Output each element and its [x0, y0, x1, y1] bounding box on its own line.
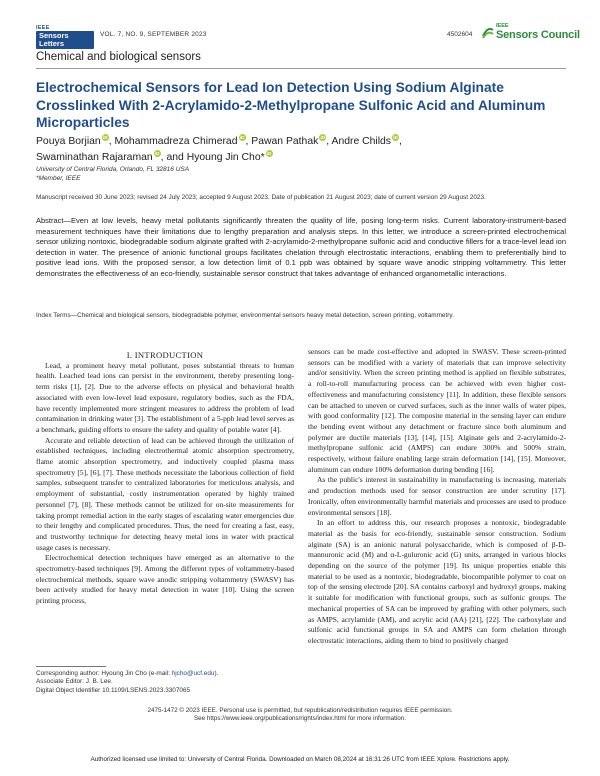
author-name: Swaminathan Rajaraman: [36, 151, 153, 163]
paragraph: As the public's interest in sustainability in manufacturing is increasing, materials and production methods used for sensor construction are under scrutiny [17]. Ironically, often environmentally harmful materials and processes are used to produce environmental sensors [18].: [308, 475, 566, 517]
corresponding-author: [36, 670, 218, 678]
orcid-icon[interactable]: iD: [239, 135, 245, 140]
paragraph: Accurate and reliable detection of lead can be achieved through the utilization of established techniques, including electrothermal atomic absorption spectrometry, flame atomic absorption spectrometry, and inductively coupled plasma mass spectrometry [5], [6], [7]. These methods necessitate the laborious collection of field samples, subsequent transfer to centralized laboratories for meticulous analysis, and employment of substantial, costly instrumentation operated by highly trained personnel [7], [8]. These methods cannot be utilized for on-site measurements for taking prompt remedial action in the early stages of escalating water emergencies due to their lengthy and complicated procedures. Thus, the need for creating a fast, easy, and trustworthy technique for detecting heavy metal ions in water with practical usage cases is necessary.: [36, 435, 294, 552]
orcid-icon[interactable]: iD: [154, 150, 160, 156]
manuscript-dates: Manuscript received 30 June 2023; revised 24 July 2023; accepted 9 August 2023. Date of publication 21 August 2023; date of current version 29 August 2023.: [36, 194, 486, 201]
footnote-divider: [36, 666, 106, 667]
author-separator: ,: [245, 136, 249, 147]
article-number: 4502604: [447, 31, 473, 38]
membership-note: *Member, IEEE: [36, 174, 81, 182]
author-name: Mohammadreza Chimerad: [114, 136, 238, 147]
author-email-link[interactable]: hjcho@ucf.edu: [171, 670, 215, 677]
orcid-icon[interactable]: iD: [102, 135, 108, 140]
author-separator: ,: [399, 136, 402, 147]
author-name: Pouya Borjian: [36, 136, 101, 147]
author-name: Pawan Pathak: [251, 136, 319, 147]
author-name: Hyoung Jin Cho: [186, 151, 261, 163]
index-terms: Index Terms—Chemical and biological sensors, biodegradable polymer, environmental sensors heavy metal detection, screen printing, voltammetry.: [36, 312, 454, 319]
paragraph: In an effort to address this, our research proposes a nontoxic, biodegradable material as the basis for eco-friendly, sustainable sensor construction. Sodium alginate (SA) is an anionic natural polysaccharide, which is composed of β-D-mannuronic acid (M) and α-L-guluronic acid (G) units, arranged in various blocks depending on the source of the polymer [19]. Its unique properties enable this material to be used as a nontoxic, biodegradable, biocompatible polymer to coat on top of the sensing electrode [20]. SA contains carboxyl and hydroxyl groups, making it suitable for modification with functional groups, such as sulfonic groups. The mechanical properties of SA can be improved by grafting with other polymers, such as AMPS, acrylamide (AM), and acrylic acid (AA) [21], [22]. The carboxylate and sulfonic acid functional groups in SA and AMPS can form chelation through electrostatic interactions, aiding them to bind to positively charged: [308, 518, 566, 645]
paragraph: sensors can be made cost-effective and adopted in SWASV. These screen-printed sensors can be modified with a variety of materials that can improve selectivity and/or sensitivity. When the screen printing method is applied on flexible substrates, a roll-to-roll manufacturing process can be achieved with even higher cost-effectiveness and manufacturing consistency [11]. In addition, these flexible sensors can be attached to uneven or curved surfaces, such as the inner walls of water pipes, with good conformality [12]. The composite material in the sensing layer can endure the bending event without any detachment or fracture since both aluminum and polymer are ductile materials [13], [14], [15]. Alginate gels and 2-acrylamido-2-methylpropane sulfonic acid (AMPS) can endure 300% and 500% strain, respectively, without failure enabling large strain deformation [14], [15]. Moreover, aluminum can endure 100% deformation during bending [16].: [308, 347, 566, 474]
corresponding-prefix: Corresponding author: Hyoung Jin Cho (e-mail:: [36, 670, 172, 677]
doi: Digital Object Identifier 10.1109/LSENS.2023.3307065: [36, 686, 191, 694]
rights-link-line: See https://www.ieee.org/publications/rights/index.html for more information.: [193, 715, 407, 723]
logo-sensors-letters-text: Sensors Letters: [36, 31, 94, 49]
author-list: [36, 134, 566, 165]
ieee-sensors-letters-logo: [36, 25, 94, 51]
author-member-mark: *: [260, 151, 265, 163]
council-name: Sensors Council: [496, 29, 580, 41]
header-divider: [36, 68, 566, 69]
affiliations: [36, 166, 189, 183]
author-name: Andre Childs: [331, 136, 392, 147]
orcid-icon[interactable]: iD: [393, 135, 398, 140]
orcid-icon[interactable]: iD: [320, 135, 326, 140]
orcid-icon[interactable]: iD: [266, 150, 272, 156]
council-ieee-text: IEEE: [496, 23, 509, 29]
copyright-line: 2475-1472 © 2023 IEEE. Personal use is permitted, but republication/redistribution requires IEEE permission.: [147, 707, 453, 714]
volume-info: VOL. 7, NO. 9, SEPTEMBER 2023: [100, 31, 207, 38]
abstract: [36, 216, 566, 280]
logo-ieee-text: IEEE: [36, 25, 50, 31]
abstract-label: Abstract—: [36, 216, 72, 225]
author-separator: ,: [326, 136, 330, 147]
body-column-right: [308, 347, 566, 647]
authorized-use-notice: Authorized licensed use limited to: University of Central Florida. Downloaded on March 08,2024 at 16:31:26 UTC from IEEE Xplore. Restrictions apply.: [90, 756, 510, 763]
paragraph: Lead, a prominent heavy metal pollutant, poses substantial threats to human health. Leached lead ions can persist in the environment, thereby presenting long-term risks [1], [2]. Due to the adverse effects on physical and behavioral health associated with even low-level lead exposure, regulatory bodies, such as the FDA, have recently implemented more stringent measures to address the problem of lead contamination in drinking water [3]. The establishment of a 5-ppb lead level serves as a benchmark, guiding efforts to ensure the safety and quality of potable water [4].: [36, 360, 294, 434]
abstract-text: Even at low levels, heavy metal pollutants significantly threaten the quality of life, posing long-term risks. Current laboratory-instrument-based measurement techniques have their limitations due to lengthy preparation and analysis steps. In this letter, we introduce a screen-printed electrochemical sensor utilizing nontoxic, biodegradable sodium alginate grafted with 2-acrylamido-2-methylpropane sulfonic acid and conductive fillers for a trace-level lead ion detection in water. The presence of anionic functional groups facilitates chelation through electrostatic interactions, enabling them to preferentially bind to positive lead ions. With the proposed sensor, a low detection limit of 0.1 ppb was obtained by square wave anodic stripping voltammetry. This letter demonstrates the effectiveness of an eco-friendly, sustainable sensor construct that takes advantage of enhanced organometallic interactions.: [36, 216, 566, 278]
sensors-council-logo: [481, 22, 580, 44]
section-heading: I. INTRODUCTION: [126, 350, 204, 360]
sensors-council-icon: [481, 26, 495, 40]
author-separator: ,: [108, 136, 112, 147]
body-column-left: [36, 350, 294, 607]
copyright-notice: [0, 707, 600, 724]
paragraph: Electrochemical detection techniques have emerged as an alternative to the spectrometry-based techniques [9]. Among the different types of voltammetry-based electrochemical methods, square wave anodic stripping voltammetry (SWASV) has been actively studied for heavy metal detection in water [10]. Using the screen printing process,: [36, 553, 294, 606]
affiliation: University of Central Florida, Orlando, FL 32816 USA: [36, 166, 190, 173]
corresponding-suffix: ).: [214, 670, 219, 677]
paper-title: Electrochemical Sensors for Lead Ion Detection Using Sodium Alginate Crosslinked With 2-Acrylamido-2-Methylpropane Sulfonic Acid and Aluminum Microparticles: [36, 80, 546, 130]
footnotes: [36, 670, 218, 695]
associate-editor: Associate Editor: J. B. Lee.: [36, 678, 113, 686]
section-tag: Chemical and biological sensors: [36, 51, 201, 63]
author-separator: , and: [160, 151, 184, 163]
